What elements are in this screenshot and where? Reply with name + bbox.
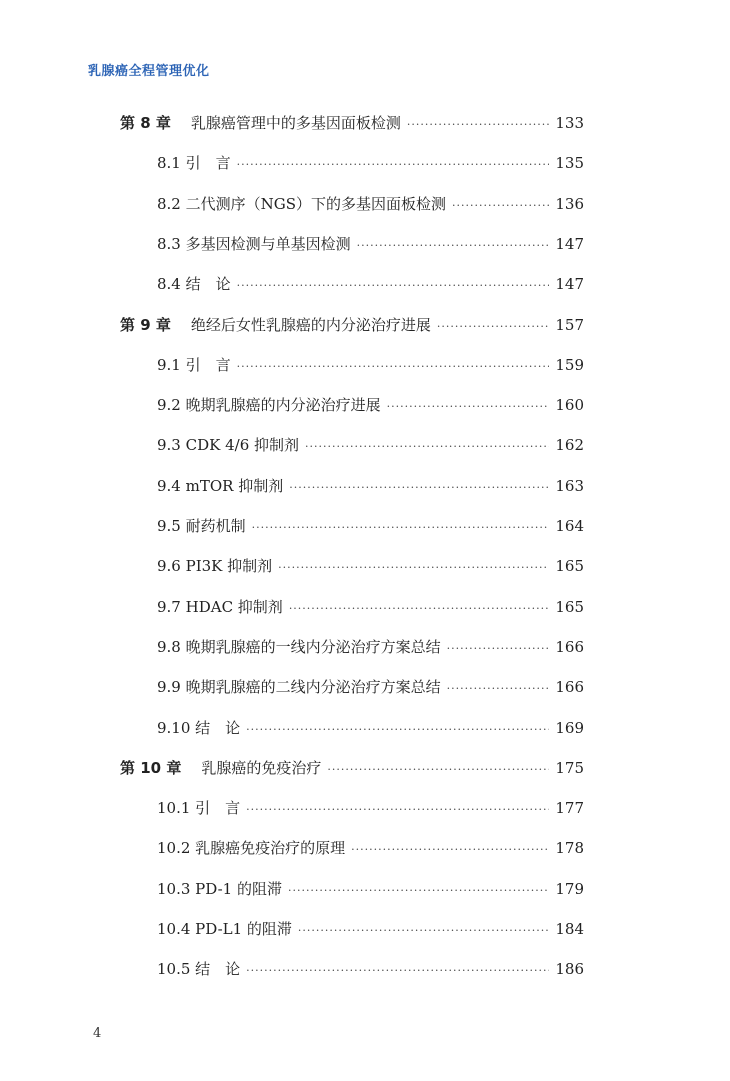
toc-entry-title: 10.5 结 论 bbox=[157, 960, 241, 979]
toc-section-entry bbox=[157, 718, 584, 740]
page-number: 4 bbox=[93, 1026, 102, 1041]
toc-page-number: 179 bbox=[555, 879, 584, 898]
toc-entry-title: 10.1 引 言 bbox=[157, 799, 241, 818]
toc-page-number: 164 bbox=[555, 517, 584, 535]
dot-leader bbox=[357, 236, 550, 256]
toc-page-number: 136 bbox=[555, 194, 584, 213]
dot-leader bbox=[289, 478, 549, 498]
toc-page-number: 178 bbox=[555, 839, 584, 858]
toc-entry-title: 9.5 耐药机制 bbox=[157, 517, 246, 535]
dot-leader bbox=[246, 800, 549, 820]
toc-entry-title: 9.1 引 言 bbox=[157, 355, 231, 374]
toc-page-number: 163 bbox=[555, 476, 584, 495]
toc-page-number: 159 bbox=[555, 355, 584, 374]
toc-section-entry bbox=[157, 919, 584, 941]
toc-page-number: 169 bbox=[555, 718, 584, 737]
dot-leader bbox=[278, 558, 549, 578]
dot-leader bbox=[387, 397, 550, 417]
toc-page-number: 162 bbox=[555, 436, 584, 455]
toc-entry-title: 9.6 PI3K 抑制剂 bbox=[157, 557, 273, 576]
toc-entry-title: 绝经后女性乳腺癌的内分泌治疗进展 bbox=[190, 315, 431, 334]
toc-entry-title: 10.3 PD-1 的阻滞 bbox=[157, 879, 282, 898]
toc-page-number: 177 bbox=[555, 799, 584, 818]
toc-chapter-entry bbox=[120, 315, 584, 337]
toc-page-number: 165 bbox=[555, 557, 584, 576]
toc-page-number: 175 bbox=[555, 758, 584, 777]
dot-leader bbox=[246, 961, 549, 981]
dot-leader bbox=[447, 679, 550, 699]
toc-entry-title: 10.2 乳腺癌免疫治疗的原理 bbox=[157, 839, 346, 858]
toc-section-entry bbox=[157, 597, 584, 619]
toc-entry-title: 9.9 晚期乳腺癌的二线内分泌治疗方案总结 bbox=[157, 678, 441, 697]
toc-section-entry bbox=[157, 677, 584, 699]
toc-section-entry bbox=[157, 194, 584, 216]
toc-page-number: 184 bbox=[555, 920, 584, 938]
chapter-label: 第 8 章 bbox=[120, 114, 171, 132]
toc-section-entry bbox=[157, 153, 584, 175]
dot-leader bbox=[288, 881, 549, 901]
toc-page-number: 160 bbox=[555, 396, 584, 415]
dot-leader bbox=[437, 317, 549, 337]
dot-leader bbox=[351, 840, 549, 860]
toc-page-number: 147 bbox=[555, 275, 584, 294]
toc-page-number: 165 bbox=[555, 597, 584, 616]
toc-section-entry bbox=[157, 476, 584, 498]
dot-leader bbox=[407, 115, 549, 135]
toc-entry-title: 9.4 mTOR 抑制剂 bbox=[157, 476, 284, 495]
dot-leader bbox=[237, 276, 550, 296]
dot-leader bbox=[252, 518, 550, 538]
toc-section-entry bbox=[157, 556, 584, 578]
toc-entry-title: 8.2 二代测序（NGS）下的多基因面板检测 bbox=[157, 194, 447, 213]
toc-entry-title: 8.3 多基因检测与单基因检测 bbox=[157, 234, 351, 253]
toc-page-number: 147 bbox=[555, 234, 584, 253]
toc-page-number: 166 bbox=[555, 678, 584, 697]
toc-chapter-entry bbox=[120, 113, 584, 135]
toc-entry-title: 9.2 晚期乳腺癌的内分泌治疗进展 bbox=[157, 396, 381, 415]
toc-section-entry bbox=[157, 879, 584, 901]
toc-entry-title: 8.4 结 论 bbox=[157, 275, 231, 294]
chapter-label: 第 9 章 bbox=[120, 315, 171, 334]
toc-section-entry bbox=[157, 637, 584, 659]
toc-entry-title: 9.3 CDK 4/6 抑制剂 bbox=[157, 436, 300, 455]
toc-entry-title: 乳腺癌管理中的多基因面板检测 bbox=[190, 114, 401, 132]
toc-entry-title: 8.1 引 言 bbox=[157, 154, 231, 173]
toc-page-number: 135 bbox=[555, 154, 584, 173]
toc-section-entry bbox=[157, 234, 584, 256]
dot-leader bbox=[246, 720, 549, 740]
toc-entry-title: 乳腺癌的免疫治疗 bbox=[201, 758, 322, 777]
toc-page-number: 166 bbox=[555, 637, 584, 656]
toc-section-entry bbox=[157, 274, 584, 296]
dot-leader bbox=[237, 155, 550, 175]
toc-page-number: 133 bbox=[555, 114, 584, 132]
toc-entry-title: 9.7 HDAC 抑制剂 bbox=[157, 597, 283, 616]
dot-leader bbox=[452, 196, 549, 216]
toc-page-number: 157 bbox=[555, 315, 584, 334]
chapter-label: 第 10 章 bbox=[120, 758, 182, 777]
toc-chapter-entry bbox=[120, 758, 584, 780]
toc-section-entry bbox=[157, 355, 584, 377]
toc-section-entry bbox=[157, 395, 584, 417]
dot-leader bbox=[305, 437, 549, 457]
toc-entry-title: 9.10 结 论 bbox=[157, 718, 241, 737]
toc-entry-title: 10.4 PD-L1 的阻滞 bbox=[157, 920, 292, 938]
dot-leader bbox=[298, 921, 549, 941]
toc-section-entry bbox=[157, 435, 584, 457]
toc-section-entry bbox=[157, 838, 584, 860]
toc-section-entry bbox=[157, 798, 584, 820]
toc-section-entry bbox=[157, 516, 584, 538]
dot-leader bbox=[237, 357, 550, 377]
running-header: 乳腺癌全程管理优化 bbox=[88, 64, 210, 79]
toc-page-number: 186 bbox=[555, 960, 584, 979]
dot-leader bbox=[447, 639, 550, 659]
toc-section-entry bbox=[157, 959, 584, 981]
dot-leader bbox=[289, 599, 550, 619]
dot-leader bbox=[327, 760, 549, 780]
toc-entry-title: 9.8 晚期乳腺癌的一线内分泌治疗方案总结 bbox=[157, 637, 441, 656]
